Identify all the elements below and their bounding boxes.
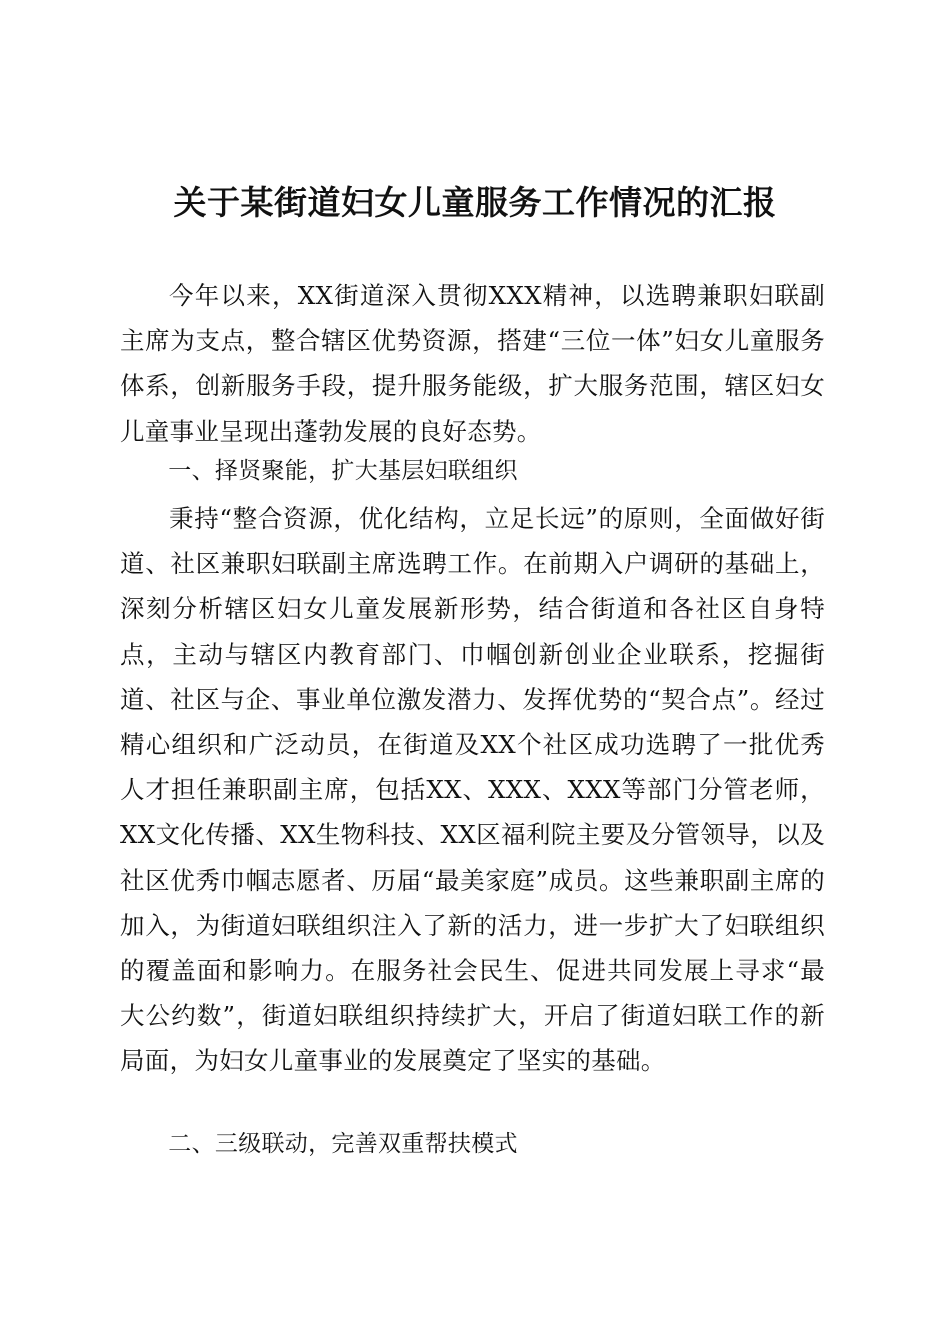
- section-heading-1: 一、择贤聚能，扩大基层妇联组织: [168, 458, 518, 484]
- intro-paragraph: 今年以来，XX街道深入贯彻XXX精神，以选聘兼职妇联副主席为支点，整合辖区优势资源，搭建“三位一体”妇女儿童服务体系，创新服务手段，提升服务能级，扩大服务范围，辖区妇女儿童事业呈现出蓬勃发展的良好态势。: [120, 281, 825, 446]
- section-paragraph-1: 秉持“整合资源，优化结构，立足长远”的原则，全面做好街道、社区兼职妇联副主席选聘工作。在前期入户调研的基础上，深刻分析辖区妇女儿童发展新形势，结合街道和各社区自身特点，主动与辖区内教育部门、巾帼创新创业企业联系，挖掘街道、社区与企、事业单位激发潜力、发挥优势的“契合点”。经过精心组织和广泛动员，在街道及XX个社区成功选聘了一批优秀人才担任兼职副主席，包括XX、XXX、XXX等部门分管老师，XX文化传播、XX生物科技、XX区福利院主要及分管领导，以及社区优秀巾帼志愿者、历届“最美家庭”成员。这些兼职副主席的加入，为街道妇联组织注入了新的活力，进一步扩大了妇联组织的覆盖面和影响力。在服务社会民生、促进共同发展上寻求“最大公约数”，街道妇联组织持续扩大，开启了街道妇联工作的新局面，为妇女儿童事业的发展奠定了坚实的基础。: [120, 504, 826, 1076]
- document-title: 关于某街道妇女儿童服务工作情况的汇报: [173, 183, 777, 222]
- section-heading-2: 二、三级联动，完善双重帮扶模式: [168, 1131, 518, 1157]
